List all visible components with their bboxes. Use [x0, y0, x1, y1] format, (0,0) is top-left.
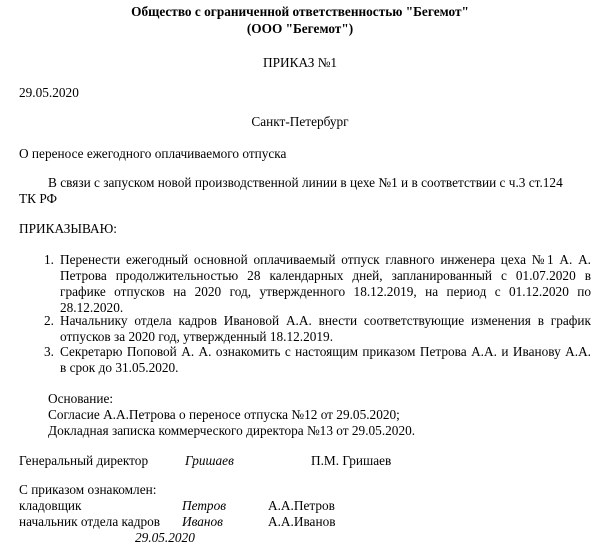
item-line: Начальнику отдела кадров Ивановой А.А. внести соответствующие изменения в график [60, 313, 591, 328]
item-line: Петрова продолжительностью 28 календарных дней, запланированный с 01.07.2020 в [60, 268, 591, 283]
acquainted-position: кладовщик [19, 498, 82, 513]
order-item-1 [60, 252, 591, 316]
item-line: 28.12.2020. [60, 300, 124, 315]
order-date: 29.05.2020 [19, 85, 79, 100]
order-subject: О переносе ежегодного оплачиваемого отпуска [19, 146, 287, 161]
item-line: Перенести ежегодный основной оплачиваемый отпуск главного инженера цеха №1 А. А. [60, 252, 591, 267]
acquainted-name: А.А.Иванов [268, 514, 336, 529]
basis-label: Основание: [48, 391, 114, 406]
preamble-line-1: В связи с запуском новой производственной линии в цехе №1 и в соответствии с ч.3 ст.124 [48, 175, 563, 190]
acquainted-signature: Петров [182, 498, 227, 513]
order-item-3 [60, 344, 591, 376]
order-item-2 [60, 313, 591, 345]
order-command: ПРИКАЗЫВАЮ: [19, 221, 117, 236]
acquainted-date: 29.05.2020 [135, 530, 195, 545]
director-signature: Гришаев [185, 453, 234, 468]
item-line: графике отпусков на 2020 год, утвержденного 18.12.2019, на период с 01.12.2020 по [60, 284, 591, 299]
preamble-line-2: ТК РФ [19, 191, 57, 206]
item-line: Секретарю Поповой А. А. ознакомить с настоящим приказом Петрова А.А. и Иванову А.А. [60, 344, 591, 359]
org-short-name: (ООО "Бегемот") [246, 21, 354, 36]
director-name: П.М. Гришаев [311, 453, 392, 468]
order-city: Санкт-Петербург [251, 114, 349, 129]
basis-line-1: Согласие А.А.Петрова о переносе отпуска №12 от 29.05.2020; [48, 407, 400, 422]
org-name: Общество с ограниченной ответственностью "Бегемот" [131, 4, 469, 19]
acquainted-label: С приказом ознакомлен: [19, 482, 157, 497]
acquainted-position: начальник отдела кадров [19, 514, 161, 529]
director-position: Генеральный директор [19, 453, 149, 468]
order-title: ПРИКАЗ №1 [262, 55, 338, 70]
item-line: в срок до 31.05.2020. [60, 360, 179, 375]
acquainted-signature: Иванов [182, 514, 223, 529]
item-number: 1. [44, 252, 54, 267]
item-number: 2. [44, 313, 54, 328]
item-number: 3. [44, 344, 54, 359]
acquainted-name: А.А.Петров [268, 498, 335, 513]
basis-line-2: Докладная записка коммерческого директора №13 от 29.05.2020. [48, 423, 416, 438]
item-line: отпусков за 2020 год, утвержденный 18.12.2019. [60, 329, 334, 344]
